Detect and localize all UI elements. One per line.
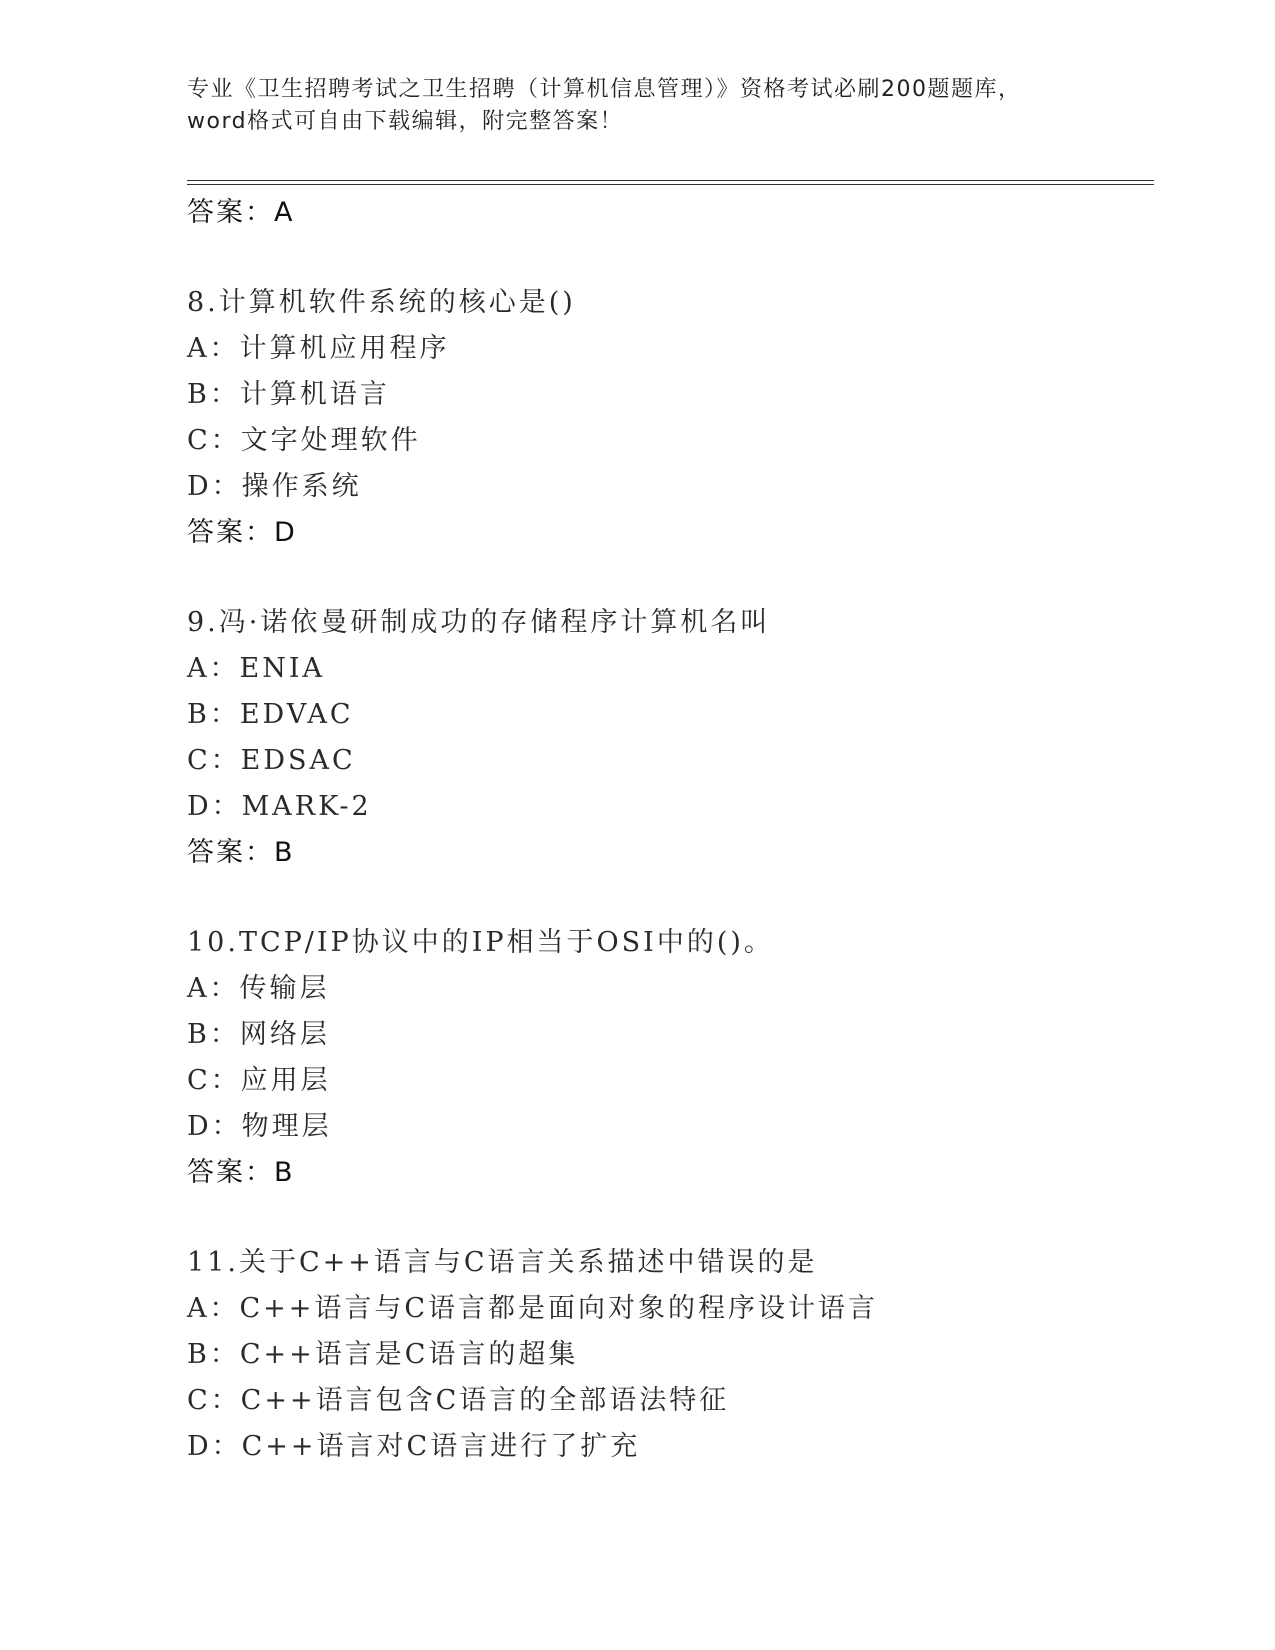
question-stem: 10.TCP/IP协议中的IP相当于OSI中的()。 xyxy=(187,927,774,958)
option-b: B：网络层 xyxy=(187,1019,330,1050)
question-list xyxy=(187,190,1147,1470)
option-d: D：操作系统 xyxy=(187,471,362,502)
document-header xyxy=(187,74,1087,138)
option-d: D：C++语言对C语言进行了扩充 xyxy=(187,1431,641,1462)
option-c: C：文字处理软件 xyxy=(187,425,421,456)
question-10 xyxy=(187,920,1147,1196)
option-b: B：C++语言是C语言的超集 xyxy=(187,1339,579,1370)
answer-line: 答案：B xyxy=(187,837,295,868)
option-a: A：ENIA xyxy=(187,653,325,684)
question-stem: 11.关于C++语言与C语言关系描述中错误的是 xyxy=(187,1247,818,1278)
option-d: D：物理层 xyxy=(187,1111,332,1142)
question-stem: 9.冯·诺依曼研制成功的存储程序计算机名叫 xyxy=(187,607,771,638)
answer-line: 答案：B xyxy=(187,1157,295,1188)
option-a: A：传输层 xyxy=(187,973,330,1004)
option-d: D：MARK-2 xyxy=(187,791,372,822)
question-9 xyxy=(187,600,1147,876)
header-line-2: word格式可自由下载编辑，附完整答案！ xyxy=(187,109,624,134)
option-c: C：C++语言包含C语言的全部语法特征 xyxy=(187,1385,730,1416)
answer-line: 答案：D xyxy=(187,517,297,548)
question-11 xyxy=(187,1240,1147,1470)
question-8 xyxy=(187,280,1147,556)
option-a: A：C++语言与C语言都是面向对象的程序设计语言 xyxy=(187,1293,879,1324)
option-b: B：计算机语言 xyxy=(187,379,390,410)
option-c: C：应用层 xyxy=(187,1065,331,1096)
question-stem: 8.计算机软件系统的核心是() xyxy=(187,287,576,318)
header-line-1: 专业《卫生招聘考试之卫生招聘（计算机信息管理）》资格考试必刷200题题库， xyxy=(187,77,1022,102)
previous-answer: 答案：A xyxy=(187,197,295,228)
option-c: C：EDSAC xyxy=(187,745,356,776)
option-b: B：EDVAC xyxy=(187,699,354,730)
header-divider xyxy=(187,180,1154,185)
option-a: A：计算机应用程序 xyxy=(187,333,450,364)
